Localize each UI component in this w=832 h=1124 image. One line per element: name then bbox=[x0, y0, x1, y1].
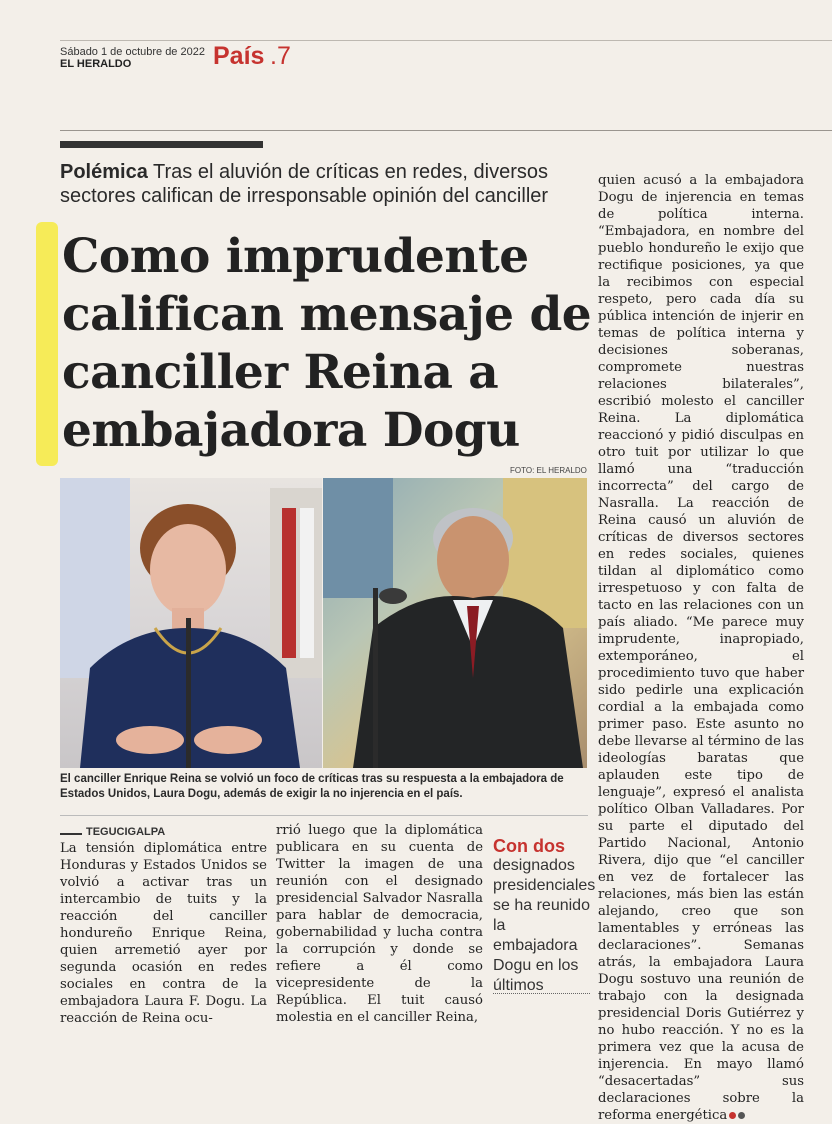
ambassador-photo-art bbox=[60, 478, 322, 768]
issue-date: Sábado 1 de octubre de 2022 bbox=[60, 46, 205, 58]
kicker-text: Tras el aluvión de críticas en redes, diversos sectores califican de irresponsable opinión del canciller bbox=[60, 161, 549, 207]
section-name: País bbox=[213, 42, 265, 70]
photo-ambassador bbox=[60, 478, 322, 768]
dateline-rule bbox=[60, 833, 82, 835]
top-rule bbox=[60, 40, 832, 41]
section-rule bbox=[60, 130, 832, 131]
dateline: TEGUCIGALPA bbox=[86, 826, 166, 838]
photo-chancellor bbox=[323, 478, 587, 768]
pullquote-title: Con dos bbox=[493, 836, 565, 856]
body-column-2: rrió luego que la diplomática publicara en su cuenta de Twitter la imagen de una reunión con el designado presidencial Salvador Nasralla para hablar de democracia, gobernabilidad y lucha contra la corrupción y donde se refiere a él como vicepresidente de la República. El tuit causó molestia en el canciller Reina, bbox=[276, 823, 483, 1025]
end-mark-icon-2 bbox=[738, 1112, 745, 1119]
chancellor-photo-art bbox=[323, 478, 587, 768]
pullquote-body: designados presidenciales se ha reunido la embajadora Dogu en los últimos bbox=[493, 857, 596, 994]
caption-rule bbox=[60, 815, 588, 816]
kicker-label: Polémica bbox=[60, 161, 148, 183]
section-bar bbox=[60, 141, 263, 148]
newspaper-name: EL HERALDO bbox=[60, 58, 132, 70]
kicker bbox=[60, 160, 595, 208]
highlighter-mark bbox=[36, 222, 58, 466]
end-mark-icon bbox=[729, 1112, 736, 1119]
body-column-3-text: quien acusó a la embajadora Dogu de injerencia en temas de política interna. “Embajadora, en nombre del pueblo hondureño le exijo que rectifique posiciones, ya que la recibimos con especial respeto, pero cada día su pública intención de injerir en temas de política interna y decisiones soberanas, compromete nuestras relaciones bilaterales”, escribió molesto el canciller Reina. La diplomática reaccionó y pidió disculpas en otro tuit por utilizar lo que llamó una “traducción incorrecta” del cargo de Nasralla. La reacción de Reina causó un aluvión de críticas de diversos sectores en redes sociales, quienes tildan al diplomático como irrespetuoso y con falta de tacto en las relaciones con un país aliado. “Me parece muy imprudente, inapropiado, extemporáneo, el procedimiento tuvo que haber sido pedirle una explicación cordial a la embajada como primer paso. Este asunto no debe llevarse al término de las ideologías baratas que aplauden este tipo de lenguaje”, expresó el analista político Olban Valladares. Por su parte el diputado del Partido Nacional, Antonio Rivera, dijo que “el canciller en vez de fortalecer las relaciones, más bien las están alejando, creo que son lamentables y erróneas las declaraciones”. Semanas atrás, la embajadora Laura Dogu sostuvo una reunión de trabajo con la designada presidencial Doris Gutiérrez y no hubo reacción. Y no es la primera vez que la acusa de injerencia. En mayo llamó “desacertadas” sus declaraciones sobre la reforma energética bbox=[598, 173, 804, 1123]
pullquote-rule bbox=[493, 993, 590, 994]
body-column-3 bbox=[598, 172, 804, 1124]
body-column-1: La tensión diplomática entre Honduras y Estados Unidos se volvió a activar tras un intercambio de tuits y la reacción del canciller hondureño Enrique Reina, quien arremetió ayer por segunda ocasión en redes sociales en contra de la embajadora Laura F. Dogu. La reacción de Reina ocu- bbox=[60, 841, 267, 1026]
page-number: .7 bbox=[270, 42, 291, 70]
headline: Como imprudente califican mensaje de canciller Reina a embajadora Dogu bbox=[62, 229, 592, 458]
photo-credit: FOTO: EL HERALDO bbox=[510, 466, 587, 475]
photo-caption: El canciller Enrique Reina se volvió un foco de críticas tras su respuesta a la embajadora de Estados Unidos, Laura Dogu, además de exigir la no injerencia en el país. bbox=[60, 773, 564, 800]
